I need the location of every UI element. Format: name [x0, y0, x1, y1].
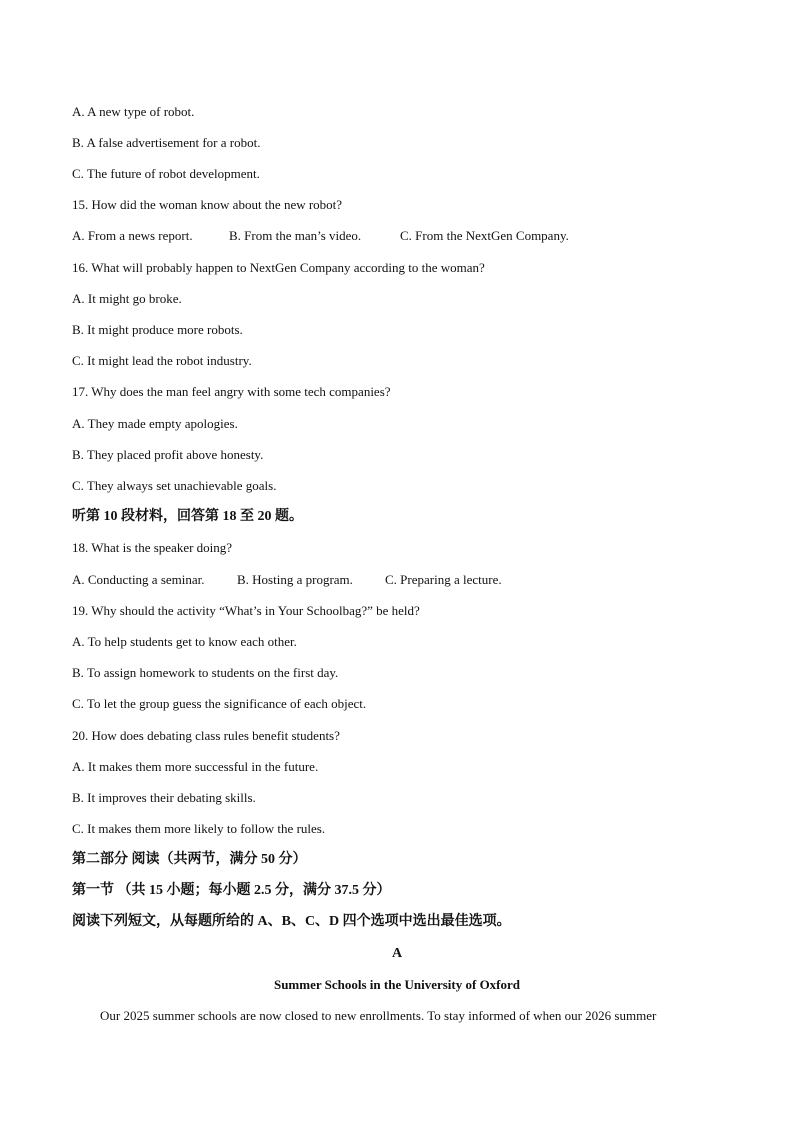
q16-option-a: A. It might go broke. — [72, 291, 182, 306]
section-one-heading: 第一节 （共 15 小题；每小题 2.5 分，满分 37.5 分） — [72, 883, 391, 898]
q15-question: 15. How did the woman know about the new robot? — [72, 197, 343, 212]
q14-option-c: C. The future of robot development. — [72, 166, 260, 181]
q20-option-a: A. It makes them more successful in the future. — [72, 759, 319, 774]
q16-option-c: C. It might lead the robot industry. — [72, 353, 252, 368]
q18-option-a: A. Conducting a seminar. — [72, 572, 205, 587]
q20-question: 20. How does debating class rules benefit students? — [72, 728, 340, 743]
passage-label: A — [391, 946, 403, 961]
q16-option-b: B. It might produce more robots. — [72, 322, 243, 337]
q18-options — [72, 571, 722, 589]
q15-option-c: C. From the NextGen Company. — [400, 228, 569, 243]
q15-options — [72, 227, 722, 245]
q18-question: 18. What is the speaker doing? — [72, 540, 233, 555]
passage-paragraph: Our 2025 summer schools are now closed to new enrollments. To stay informed of when our 2026 summer — [100, 1008, 657, 1023]
q19-question: 19. Why should the activity “What’s in Your Schoolbag?” be held? — [72, 603, 420, 618]
q17-option-c: C. They always set unachievable goals. — [72, 478, 277, 493]
q14-option-b: B. A false advertisement for a robot. — [72, 135, 261, 150]
passage-title: Summer Schools in the University of Oxford — [273, 977, 521, 992]
q17-question: 17. Why does the man feel angry with some tech companies? — [72, 384, 391, 399]
part-two-heading: 第二部分 阅读（共两节，满分 50 分） — [72, 852, 307, 867]
q20-option-b: B. It improves their debating skills. — [72, 790, 256, 805]
q17-option-b: B. They placed profit above honesty. — [72, 447, 264, 462]
q17-option-a: A. They made empty apologies. — [72, 416, 238, 431]
q19-option-c: C. To let the group guess the significance of each object. — [72, 696, 367, 711]
q14-option-a: A. A new type of robot. — [72, 104, 195, 119]
q19-option-a: A. To help students get to know each other. — [72, 634, 297, 649]
q20-option-c: C. It makes them more likely to follow the rules. — [72, 821, 326, 836]
section-instruction-18-20: 听第 10 段材料，回答第 18 至 20 题。 — [72, 509, 303, 524]
q15-option-a: A. From a news report. — [72, 228, 193, 243]
q19-option-b: B. To assign homework to students on the first day. — [72, 665, 339, 680]
q15-option-b: B. From the man’s video. — [229, 228, 362, 243]
reading-instruction: 阅读下列短文，从每题所给的 A、B、C、D 四个选项中选出最佳选项。 — [72, 914, 511, 929]
q16-question: 16. What will probably happen to NextGen Company according to the woman? — [72, 260, 485, 275]
q18-option-b: B. Hosting a program. — [237, 572, 353, 587]
q18-option-c: C. Preparing a lecture. — [385, 572, 502, 587]
